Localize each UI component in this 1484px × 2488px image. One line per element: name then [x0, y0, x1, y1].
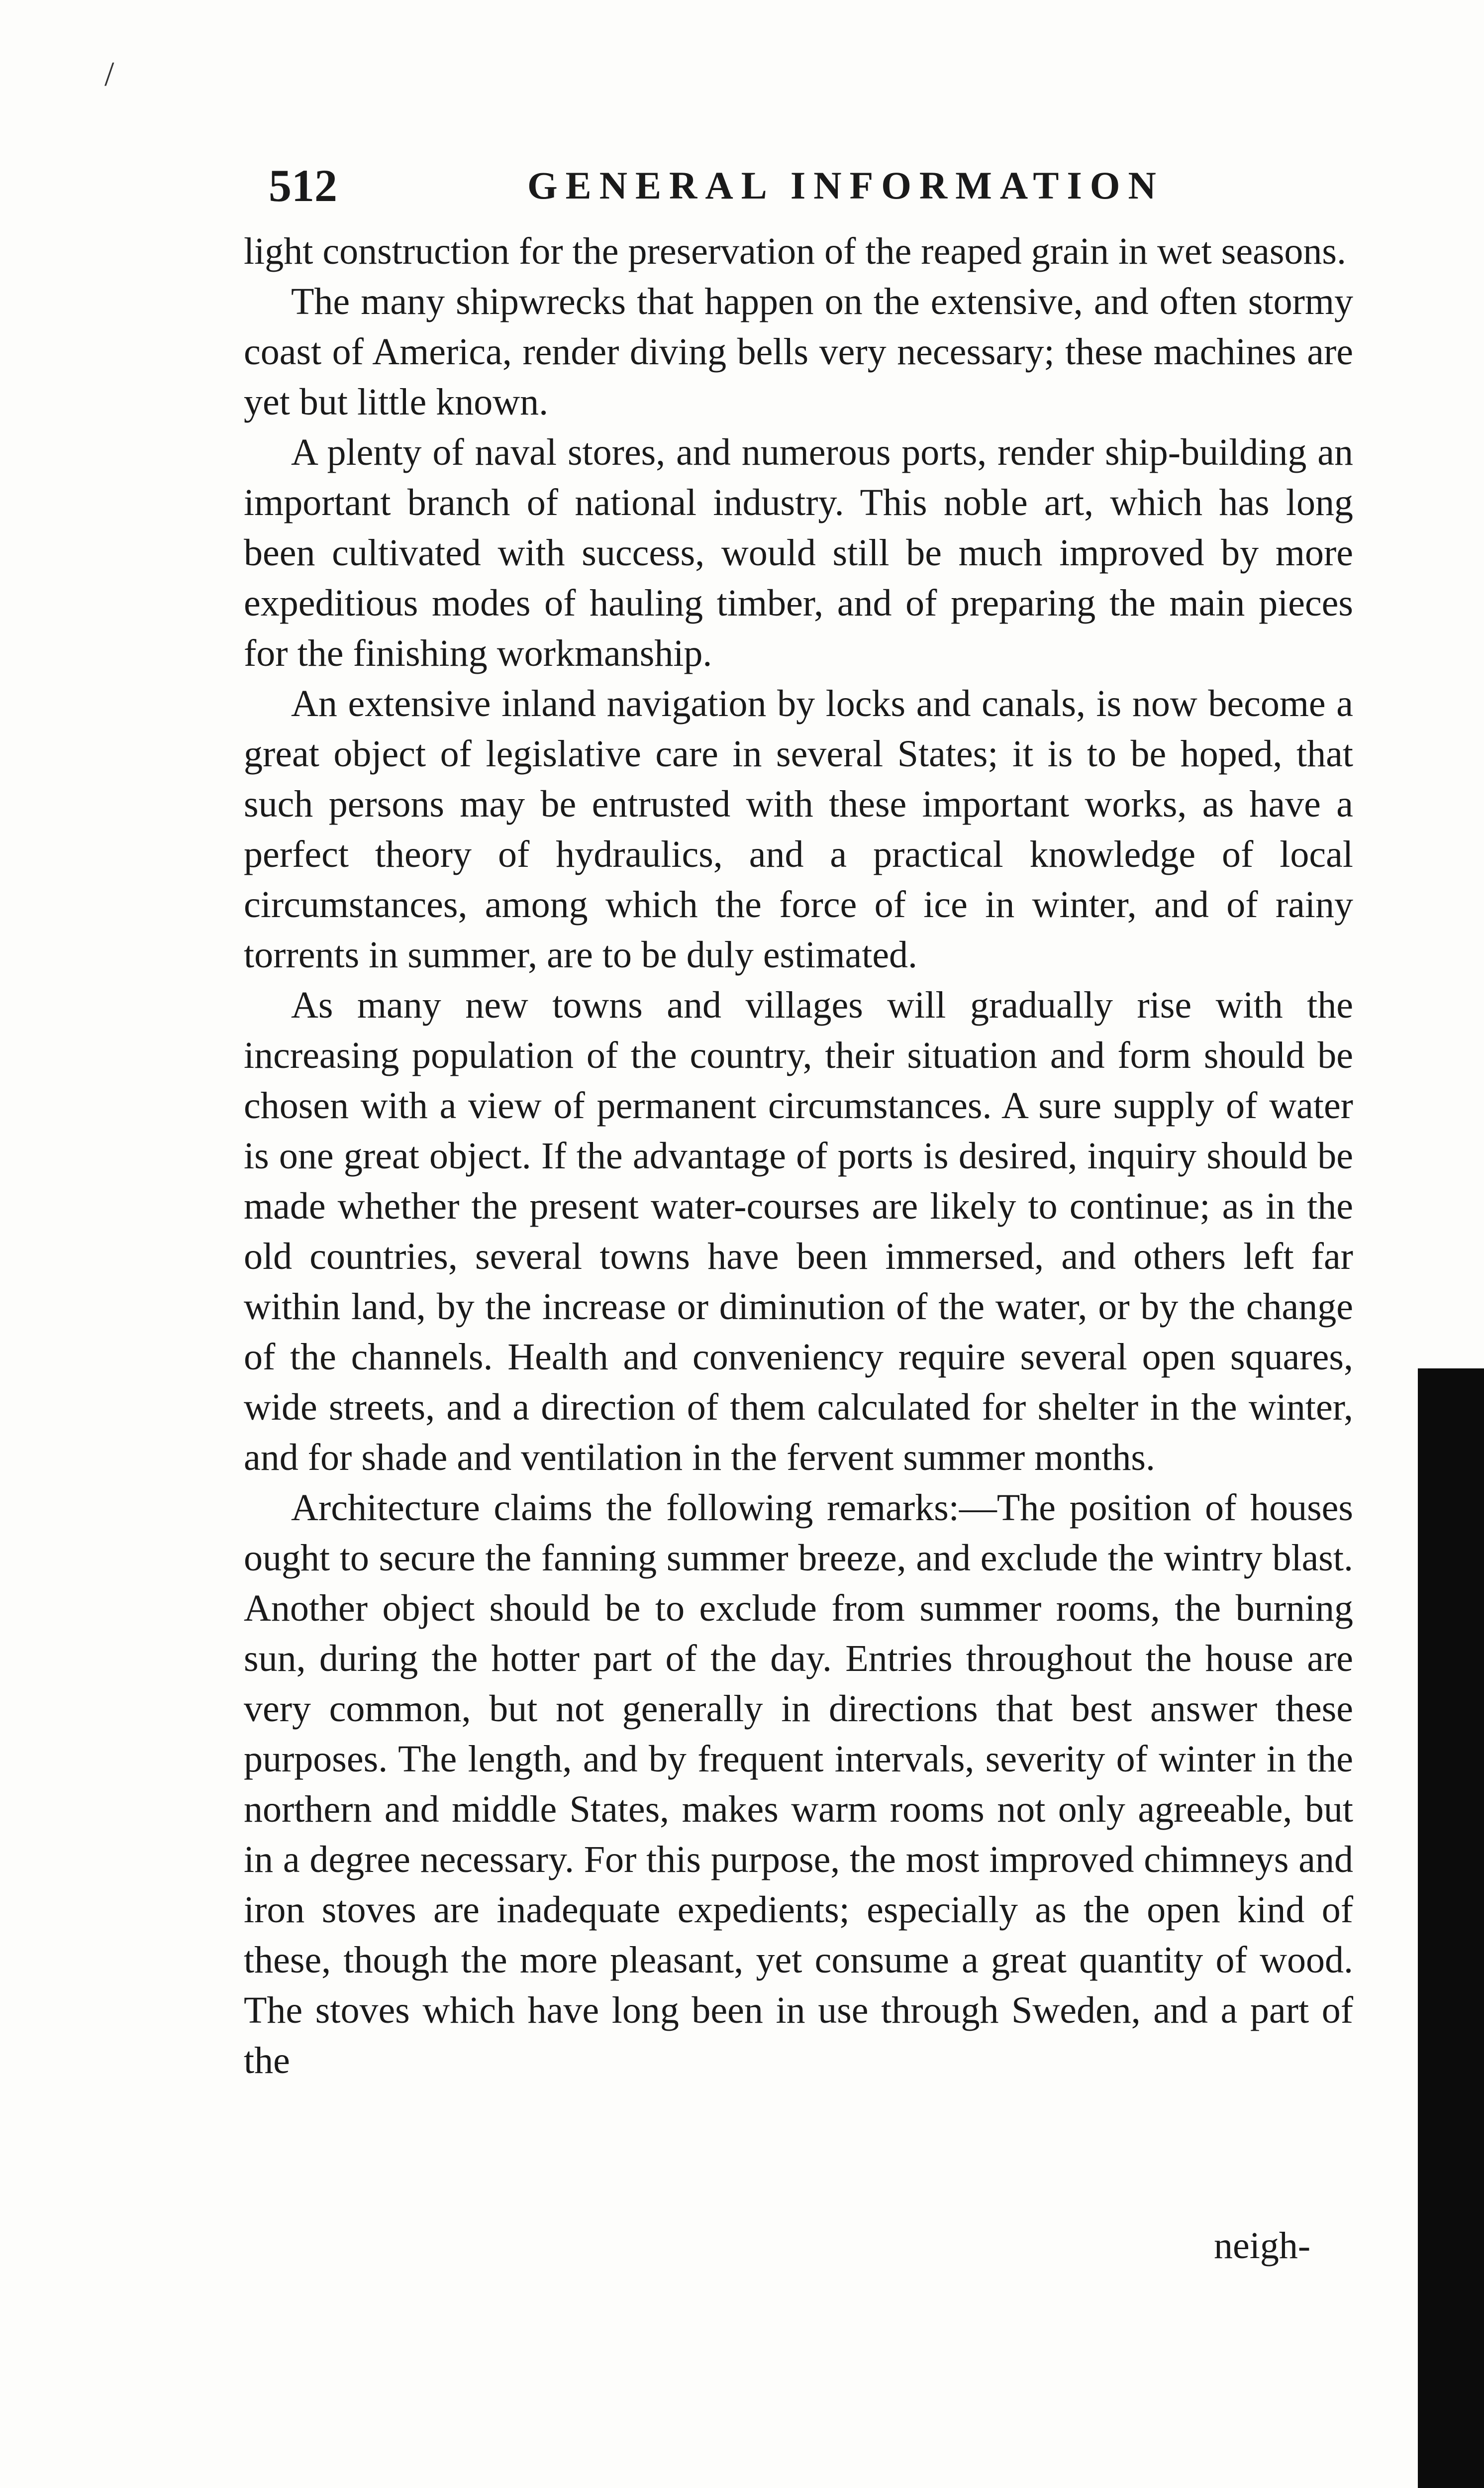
scan-edge-shadow — [1418, 1368, 1484, 2488]
catchword: neigh- — [1214, 2225, 1311, 2267]
paragraph: A plenty of naval stores, and numerous ports, render ship-building an important branch of national industry. This noble art, which has long been cultivated with success, would still be much improved by more expeditious modes of hauling timber, and of preparing the main pieces for the finishing workmanship. — [244, 431, 1353, 674]
running-head: GENERAL INFORMATION — [527, 164, 1164, 207]
paragraph: An extensive inland navigation by locks and canals, is now become a great object of legislative care in several States; it is to be hoped, that such persons may be entrusted with these important works, as have a perfect theory of hydraulics, and a practical knowledge of local circumstances, among which the force of ice in winter, and of rainy torrents in summer, are to be duly estimated. — [244, 683, 1353, 976]
paragraph: As many new towns and villages will gradually rise with the increasing population of the country, their situation and form should be chosen with a view of permanent circumstances. A sure supply of water is one great object. If the advantage of ports is desired, inquiry should be made whether the present water-courses are likely to continue; as in the old countries, several towns have been immersed, and others left far within land, by the increase or diminution of the water, or by the change of the channels. Health and conveniency require several open squares, wide streets, and a direction of them calculated for shelter in the winter, and for shade and ventilation in the fervent summer months. — [244, 984, 1353, 1478]
paragraph: The many shipwrecks that happen on the extensive, and often stormy coast of America, render diving bells very necessary; these machines are yet but little known. — [244, 281, 1353, 423]
page-number: 512 — [269, 160, 337, 211]
paragraph: light construction for the preservation of the reaped grain in wet seasons. — [244, 230, 1346, 272]
paragraph: Architecture claims the following remarks:—The position of houses ought to secure the fanning summer breeze, and exclude the wintry blast. Another object should be to exclude from summer rooms, the burning sun, during the hotter part of the day. Entries throughout the house are very common, but not generally in directions that best answer these purposes. The length, and by frequent intervals, severity of winter in the northern and middle States, makes warm rooms not only agreeable, but in a degree necessary. For this purpose, the most improved chimneys and iron stoves are inadequate expedients; especially as the open kind of these, though the more pleasant, yet consume a great quantity of wood. The stoves which have long been in use through Sweden, and a part of the — [244, 1487, 1353, 2081]
body-text — [244, 226, 1353, 2086]
page-header — [269, 159, 1378, 219]
margin-mark: / — [104, 55, 114, 94]
